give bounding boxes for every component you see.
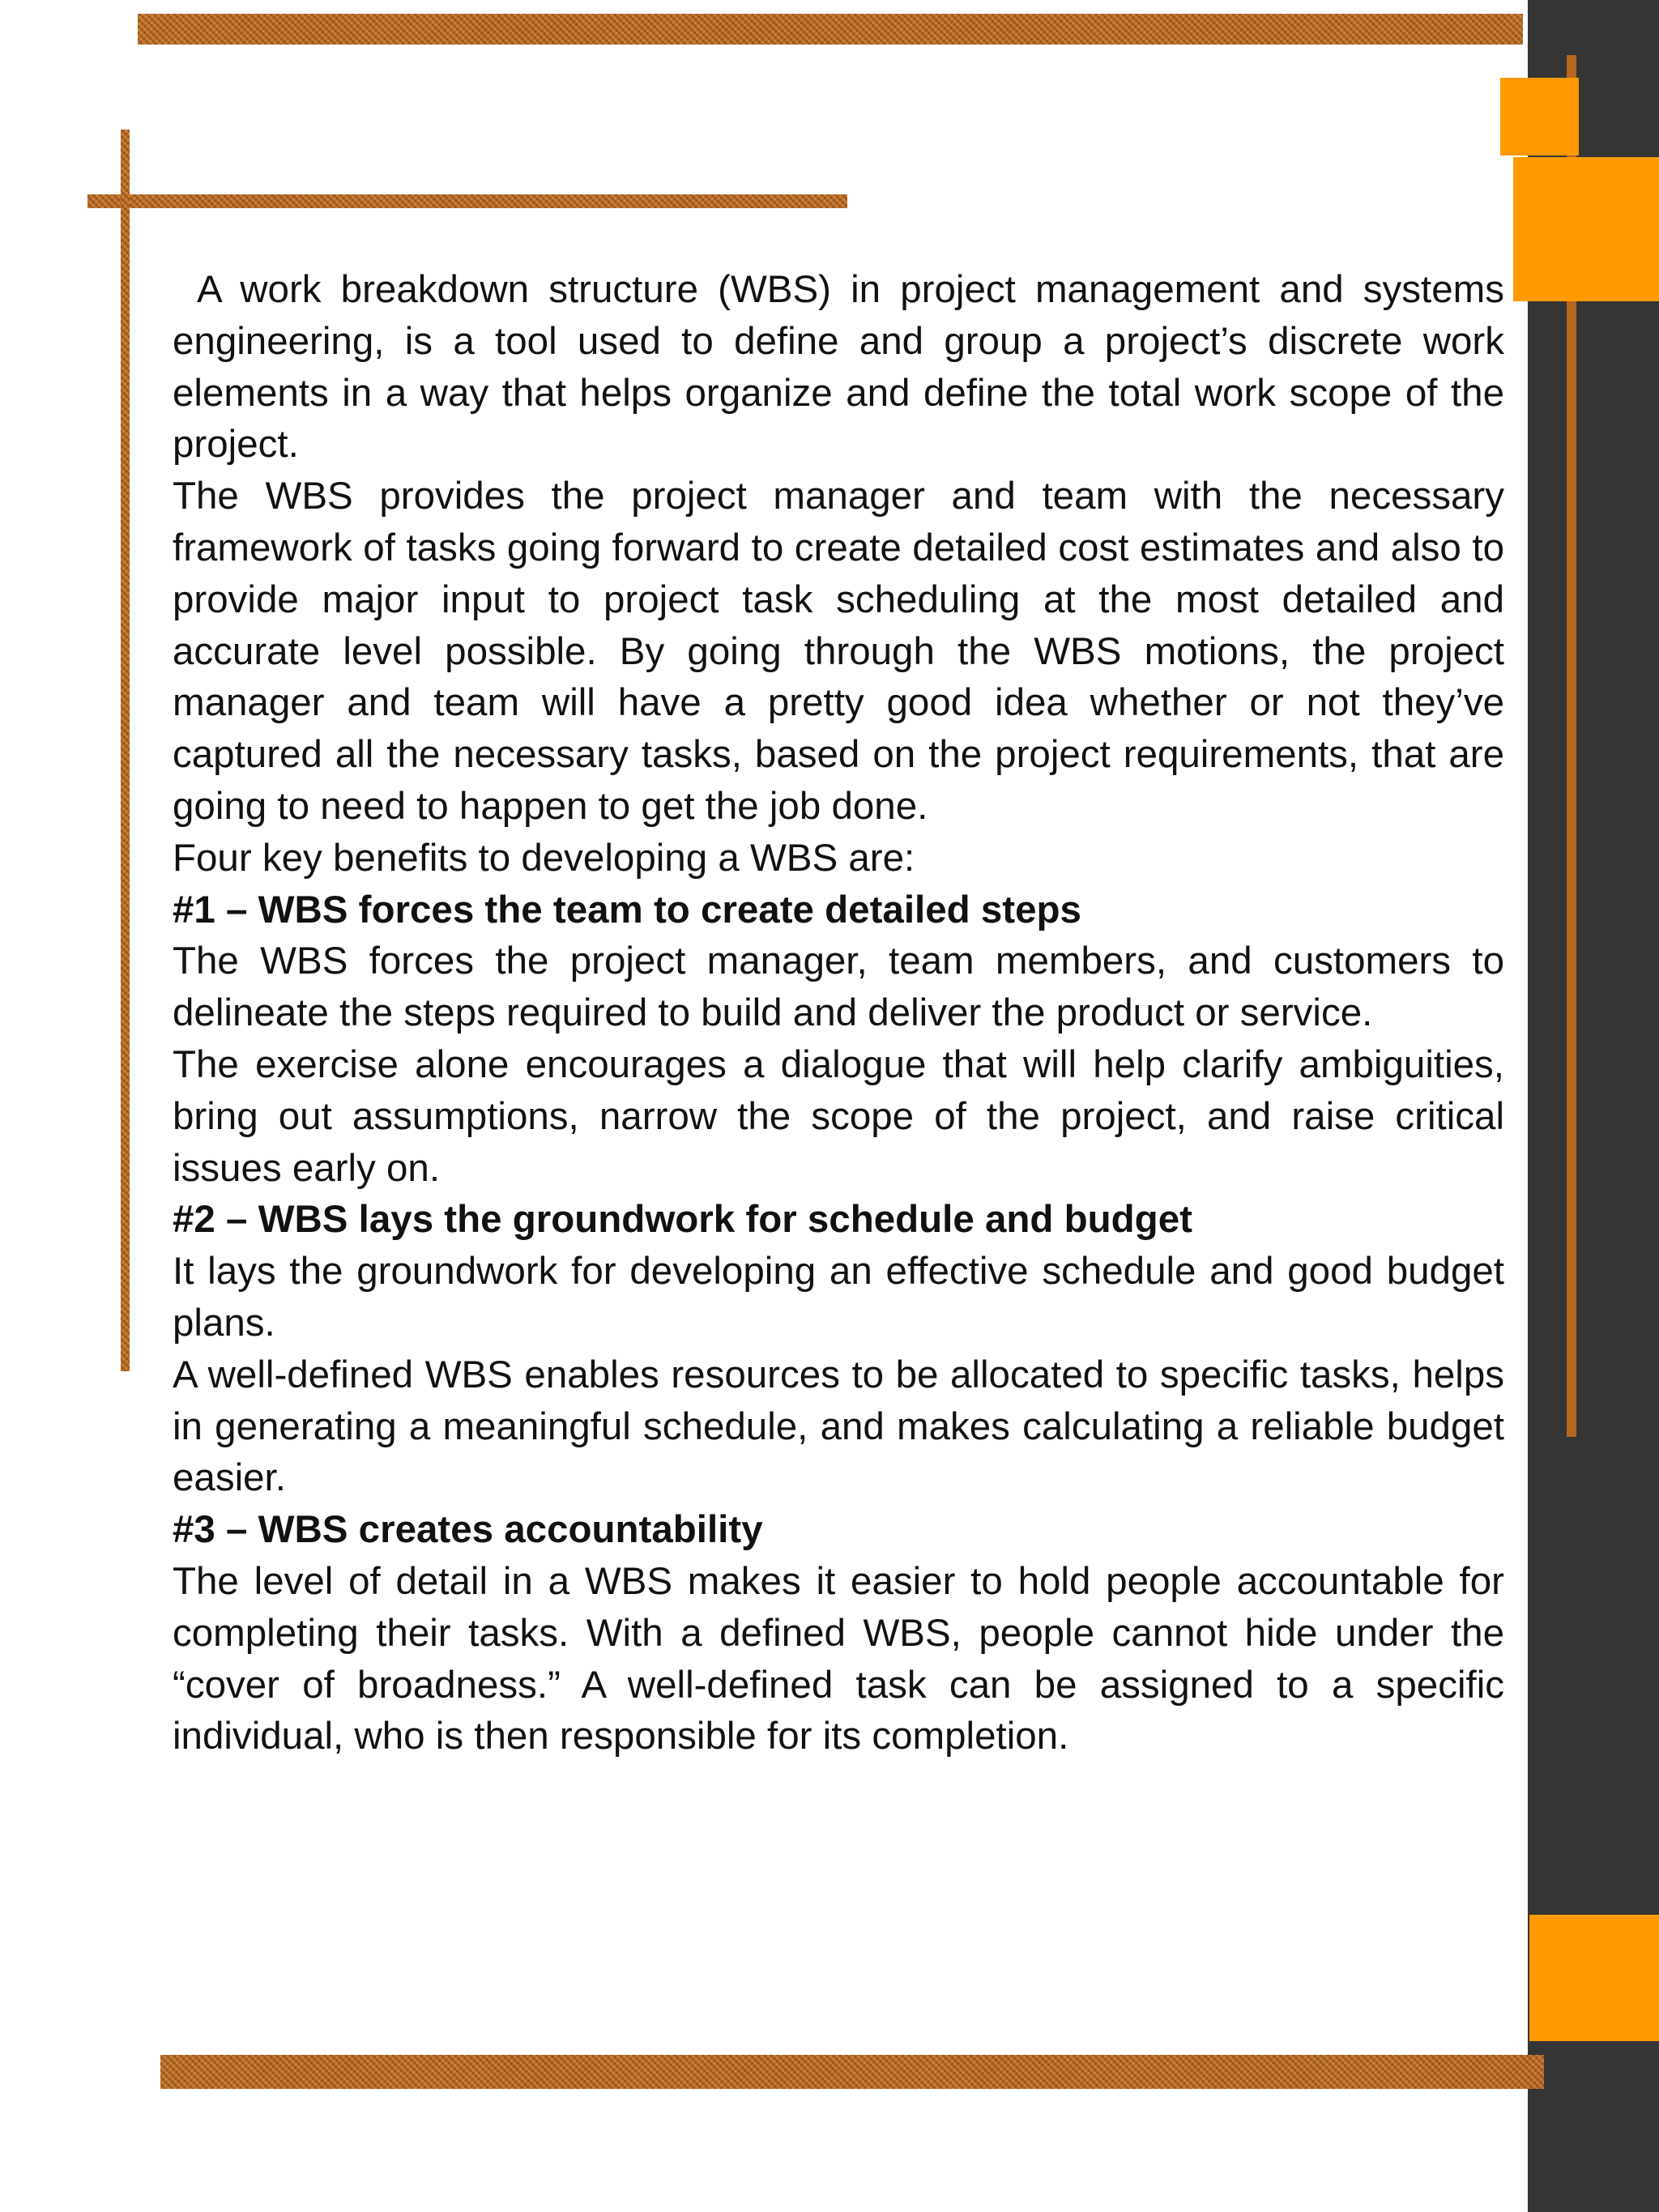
orange-square-small bbox=[1500, 78, 1579, 156]
document-body bbox=[173, 264, 1504, 1762]
benefit-2-heading: #2 – WBS lays the groundwork for schedule and budget bbox=[173, 1198, 1192, 1242]
orange-block-bottom bbox=[1529, 1915, 1659, 2041]
bottom-decorative-bar bbox=[160, 2055, 1544, 2089]
benefit-1-paragraph-2: The exercise alone encourages a dialogue that will help clarify ambiguities, bring out assumptions, narrow the scope of the project, and raise critical issues early on. bbox=[173, 1042, 1504, 1190]
left-vertical-accent-line bbox=[121, 130, 130, 1371]
benefit-2-paragraph-2: A well-defined WBS enables resources to be allocated to specific tasks, helps in generating a meaningful schedule, and makes calculating a reliable budget easier. bbox=[173, 1353, 1504, 1500]
wbs-overview-paragraph: The WBS provides the project manager and team with the necessary framework of tasks going forward to create detailed cost estimates and also to provide major input to project task scheduling at the most detailed and accurate level possible. By going through the WBS motions, the project manager and team will have a pretty good idea whether or not they’ve captured all the necessary tasks, based on the project requirements, that are going to need to happen to get the job done. bbox=[173, 475, 1504, 828]
top-decorative-bar bbox=[138, 14, 1523, 45]
benefit-1-heading: #1 – WBS forces the team to create detailed steps bbox=[173, 888, 1081, 931]
benefit-3-heading: #3 – WBS creates accountability bbox=[173, 1508, 763, 1552]
benefit-3-paragraph-1: The level of detail in a WBS makes it easier to hold people accountable for completing their tasks. With a defined WBS, people cannot hide under the “cover of broadness.” A well-defined task can be assigned to a specific individual, who is then responsible for its completion. bbox=[173, 1559, 1504, 1758]
left-horizontal-accent-line bbox=[87, 194, 847, 208]
benefit-1-paragraph-1: The WBS forces the project manager, team members, and customers to delineate the steps required to build and deliver the product or service. bbox=[173, 940, 1504, 1035]
orange-block-top bbox=[1513, 157, 1659, 301]
right-dark-sidebar bbox=[1528, 0, 1659, 2212]
benefit-2-paragraph-1: It lays the groundwork for developing an effective schedule and good budget plans. bbox=[173, 1250, 1504, 1345]
intro-paragraph: A work breakdown structure (WBS) in project management and systems engineering, is a tool used to define and group a project’s discrete work elements in a way that helps organize and define the total work scope of the project. bbox=[173, 268, 1504, 467]
benefits-intro: Four key benefits to developing a WBS are: bbox=[173, 836, 915, 880]
